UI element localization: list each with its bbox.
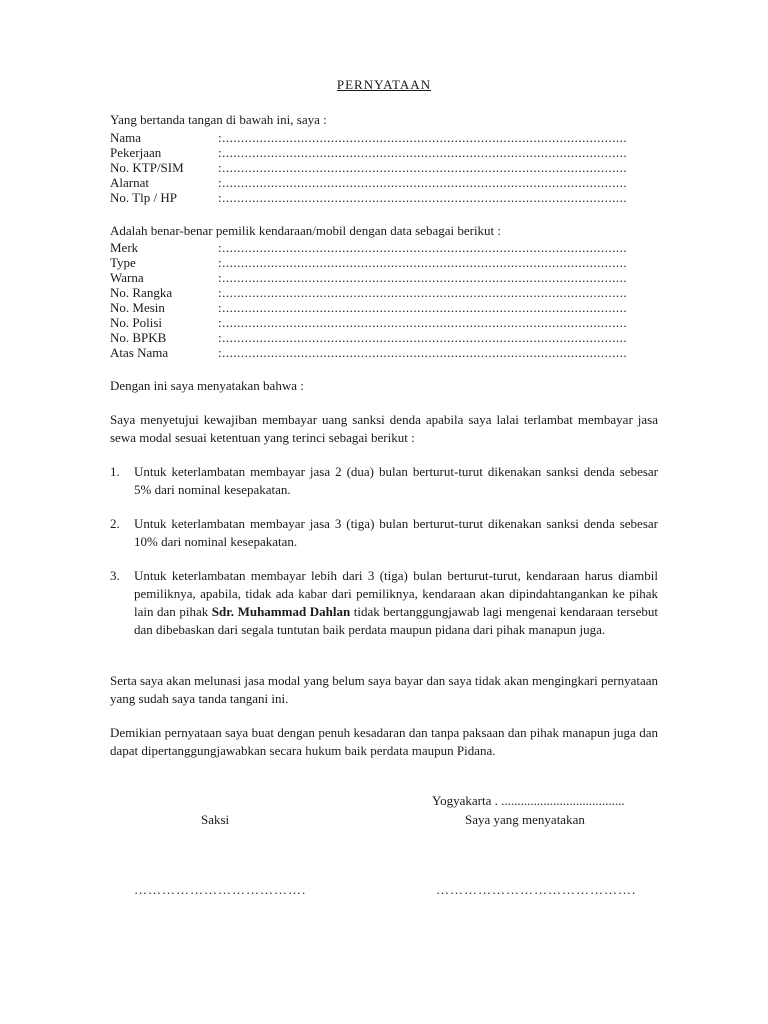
witness-label: Saksi [201,812,230,827]
field-warna [110,270,658,285]
field-label: No. Polisi [110,315,163,330]
field-nama [110,130,658,145]
declarant-signature-line: ……………………………………. [436,882,637,897]
witness-signature-line: ………………………………. [134,882,307,897]
field-label: No. KTP/SIM [110,160,184,175]
document-title: PERNYATAAN [336,77,432,92]
intro-text: Yang bertanda tangan di bawah ini, saya : [110,112,327,127]
field-fill-line: :............................................................................................................ [218,285,628,300]
field-fill-line: :............................................................................................................ [218,270,628,285]
place-date: Yogyakarta . ...................................... [432,793,625,808]
field-type [110,255,658,270]
field-no-mesin [110,300,658,315]
field-fill-line: :............................................................................................................ [218,345,628,360]
list-text: Untuk keterlambatan membayar jasa 2 (dua) bulan berturut-turut dikenakan sanksi denda sebesar 5% dari nominal kesepakatan. [134,464,658,497]
field-atas-nama [110,345,658,360]
field-no-polisi [110,315,658,330]
field-fill-line: :............................................................................................................ [218,330,628,345]
agreement-paragraph: Saya menyetujui kewajiban membayar uang sanksi denda apabila saya lalai terlambat membayar jasa sewa modal sesuai ketentuan yang terinci sebagai berikut : [110,412,658,445]
field-fill-line: :............................................................................................................ [218,300,628,315]
list-text-part: tidak bertanggungjawab lagi mengenai kendaraan tersebut dan dibebaskan dari segala tuntutan baik perdata maupun pidana dari pihak manapun juga. [134,604,658,637]
field-fill-line: :............................................................................................................ [218,255,628,270]
field-label: No. Rangka [110,285,173,300]
list-number: 2. [110,516,120,531]
field-label: Merk [110,240,139,255]
field-merk [110,240,658,255]
field-fill-line: :............................................................................................................ [218,160,628,175]
field-telepon [110,190,658,205]
field-label: No. Mesin [110,300,165,315]
field-fill-line: :............................................................................................................ [218,240,628,255]
closing-paragraph-2: Demikian pernyataan saya buat dengan penuh kesadaran dan tanpa paksaan dan pihak manapun juga dan dapat dipertanggungjawabkan secara hukum baik perdata maupun Pidana. [110,725,658,758]
statement-intro: Dengan ini saya menyatakan bahwa : [110,378,304,393]
declarant-label: Saya yang menyatakan [465,812,585,827]
field-ktp-sim [110,160,658,175]
field-label: Warna [110,270,144,285]
list-text [134,567,658,639]
list-text: Untuk keterlambatan membayar jasa 3 (tiga) bulan berturut-turut dikenakan sanksi denda sebesar 10% dari nominal kesepakatan. [134,516,658,549]
field-fill-line: :............................................................................................................ [218,175,628,190]
vehicle-intro-text: Adalah benar-benar pemilik kendaraan/mobil dengan data sebagai berikut : [110,223,502,238]
field-fill-line: :............................................................................................................ [218,190,628,205]
field-pekerjaan [110,145,658,160]
list-text-part: Untuk keterlambatan membayar lebih dari 3 (tiga) bulan berturut-turut, kendaraan harus diambil pemiliknya, apabila, tidak ada kabar dari pemiliknya, kendaraan akan dipindahtangankan ke pihak lain dan pihak [134,568,658,619]
field-fill-line: :............................................................................................................ [218,130,628,145]
field-label: Nama [110,130,142,145]
party-name: Sdr. Muhammad Dahlan [211,604,351,619]
field-label: Type [110,255,136,270]
field-label: Atas Nama [110,345,169,360]
field-alamat [110,175,658,190]
field-label: Pekerjaan [110,145,162,160]
list-number: 3. [110,568,120,583]
field-label: No. Tlp / HP [110,190,177,205]
field-fill-line: :............................................................................................................ [218,315,628,330]
field-label: No. BPKB [110,330,167,345]
field-label: Alarnat [110,175,149,190]
field-no-bpkb [110,330,658,345]
field-fill-line: :............................................................................................................ [218,145,628,160]
closing-paragraph-1: Serta saya akan melunasi jasa modal yang belum saya bayar dan saya tidak akan mengingkari pernyataan yang sudah saya tanda tangani ini. [110,673,658,706]
list-number: 1. [110,464,120,479]
field-no-rangka [110,285,658,300]
